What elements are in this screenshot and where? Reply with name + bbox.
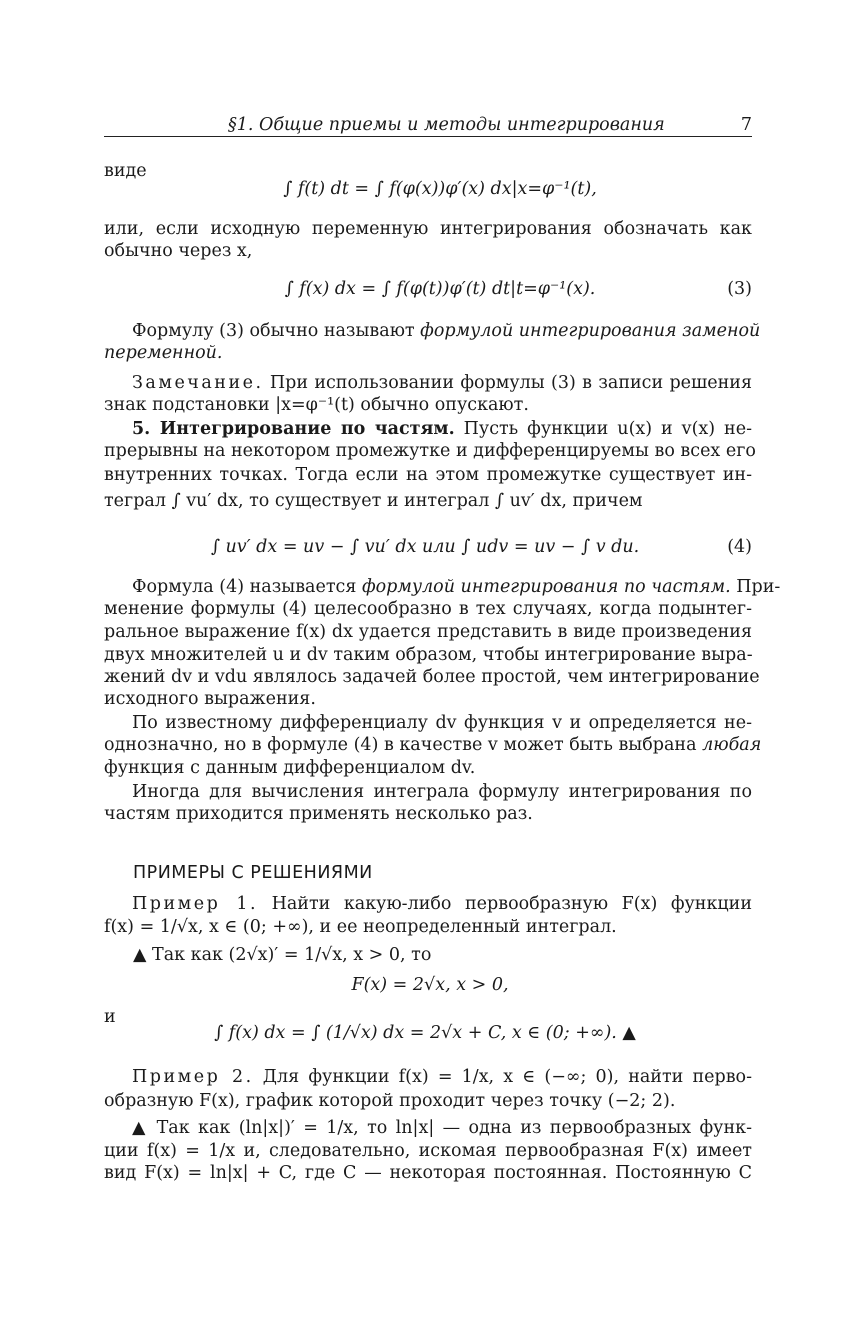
- formula-substitution: ∫ f(t) dt = ∫ f(φ(x))φ′(x) dx|x=φ⁻¹(t),: [283, 179, 597, 199]
- formula-3: ∫ f(x) dx = ∫ f(φ(t))φ′(t) dt|t=φ⁻¹(x).: [284, 279, 596, 299]
- page-number: 7: [740, 115, 752, 135]
- text-line: ральное выражение f(x) dx удается представить в виде произведения: [104, 622, 752, 642]
- formula: ∫ f(x) dx = ∫ (1/√x) dx = 2√x + C, x ∈ (0; +∞). ▲: [214, 1023, 636, 1043]
- text-line: ▲ Так как (2√x)′ = 1/√x, x > 0, то: [133, 945, 432, 965]
- text-line: ции f(x) = 1/x и, следовательно, искомая первообразная F(x) имеет: [104, 1141, 752, 1161]
- text-span: При-: [730, 577, 781, 597]
- remark-label: Замечание.: [132, 373, 264, 393]
- text-line: вид F(x) = ln|x| + C, где C — некоторая постоянная. Постоянную C: [104, 1163, 752, 1183]
- text-line: ▲ Так как (ln|x|)′ = 1/x, то ln|x| — одна из первообразных функ-: [132, 1118, 752, 1138]
- emphasis: переменной.: [104, 343, 223, 363]
- text-line: знак подстановки |x=φ⁻¹(t) обычно опускают.: [104, 395, 529, 415]
- text-line: [104, 576, 781, 598]
- emphasis: формулой интегрирования по частям.: [361, 577, 731, 597]
- header-title: §1. Общие приемы и методы интегрирования: [228, 115, 665, 135]
- text-span: Формула (4) называется: [132, 577, 362, 597]
- text-line: [104, 418, 752, 440]
- text-span: Формулу (3) обычно называют: [132, 321, 421, 341]
- text-span: Для функции f(x) = 1/x, x ∈ (−∞; 0), найти перво-: [253, 1067, 752, 1087]
- formula: F(x) = 2√x, x > 0,: [351, 975, 509, 995]
- text-line: жений dv и vdu являлось задачей более простой, чем интегрирование: [104, 667, 760, 687]
- text-span: При использовании формулы (3) в записи решения: [263, 373, 752, 393]
- section-heading: 5. Интегрирование по частям.: [132, 419, 455, 439]
- text-line: [104, 1066, 752, 1088]
- text-span: однозначно, но в формуле (4) в качестве v может быть выбрана: [104, 735, 703, 755]
- text-line: теграл ∫ vu′ dx, то существует и интеграл ∫ uv′ dx, причем: [104, 491, 643, 511]
- equation-number: (4): [727, 537, 752, 557]
- equation-number: (3): [727, 279, 752, 299]
- text-line: f(x) = 1/√x, x ∈ (0; +∞), и ее неопределенный интеграл.: [104, 917, 617, 937]
- text-span: Найти какую-либо первообразную F(x) функции: [258, 894, 752, 914]
- text-line: обычно через x,: [104, 241, 253, 261]
- text-line: прерывны на некотором промежутке и дифференцируемы во всех его: [104, 441, 756, 461]
- text-line: виде: [104, 161, 147, 181]
- text-line: и: [104, 1007, 116, 1027]
- text-span: Пусть функции u(x) и v(x) не-: [454, 419, 752, 439]
- emphasis: формулой интегрирования заменой: [420, 321, 761, 341]
- emphasis: любая: [702, 735, 762, 755]
- text-line: Иногда для вычисления интеграла формулу интегрирования по: [132, 782, 752, 802]
- text-line: двух множителей u и dv таким образом, чтобы интегрирование выра-: [104, 645, 753, 665]
- text-line: исходного выражения.: [104, 689, 316, 709]
- example-label: Пример 1.: [132, 894, 259, 914]
- text-line: [104, 893, 752, 915]
- text-line: По известному дифференциалу dv функция v и определяется не-: [132, 713, 752, 733]
- text-line: внутренних точках. Тогда если на этом промежутке существует ин-: [104, 465, 752, 485]
- text-line: менение формулы (4) целесообразно в тех случаях, когда подынтег-: [104, 599, 752, 619]
- text-line: [104, 320, 761, 342]
- text-line: частям приходится применять несколько раз.: [104, 804, 533, 824]
- text-line: образную F(x), график которой проходит через точку (−2; 2).: [104, 1091, 676, 1111]
- text-line: [104, 372, 752, 394]
- running-header: [104, 114, 752, 137]
- text-line: [104, 734, 762, 756]
- text-line: функция с данным дифференциалом dv.: [104, 758, 476, 778]
- formula-4: ∫ uv′ dx = uv − ∫ vu′ dx или ∫ udv = uv − ∫ v du.: [210, 537, 640, 557]
- example-label: Пример 2.: [132, 1067, 254, 1087]
- text-line: или, если исходную переменную интегрирования обозначать как: [104, 219, 752, 239]
- section-title: ПРИМЕРЫ С РЕШЕНИЯМИ: [133, 863, 373, 883]
